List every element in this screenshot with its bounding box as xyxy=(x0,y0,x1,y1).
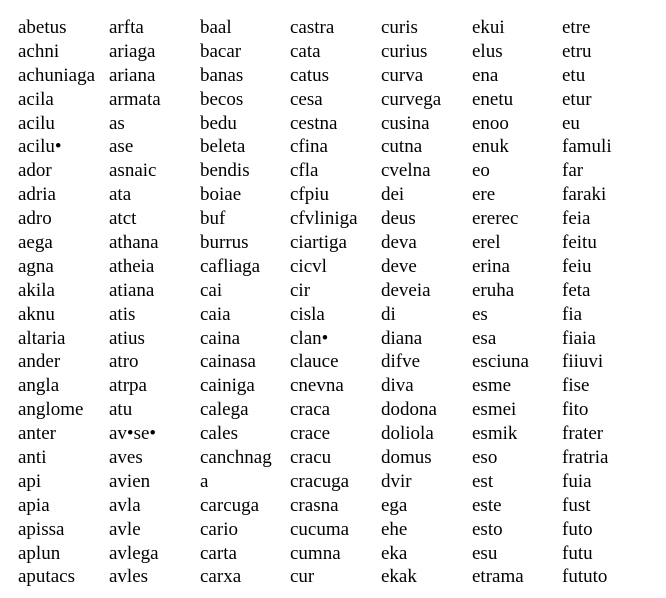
word-cell: es xyxy=(472,303,488,325)
word-cell: caia xyxy=(200,303,231,325)
word-cell: crace xyxy=(290,423,331,445)
word-cell: ariana xyxy=(109,64,156,86)
word-cell: atius xyxy=(109,327,145,349)
word-cell: enoo xyxy=(472,112,509,134)
word-cell: ehe xyxy=(381,518,408,540)
word-cell: aega xyxy=(18,232,53,254)
word-cell: clauce xyxy=(290,351,339,373)
word-cell: etur xyxy=(562,88,592,110)
word-column-7 xyxy=(562,16,642,589)
word-cell: faraki xyxy=(562,184,607,206)
word-cell: carcuga xyxy=(200,494,260,516)
word-cell: canchnag xyxy=(200,447,272,469)
word-cell: cestna xyxy=(290,112,338,134)
word-cell: est xyxy=(472,470,494,492)
word-cell: erina xyxy=(472,255,510,277)
word-cell: avlega xyxy=(109,542,159,564)
word-cell: as xyxy=(109,112,125,134)
word-cell: buf xyxy=(200,208,226,230)
word-cell: atis xyxy=(109,303,136,325)
word-column-1 xyxy=(18,16,109,589)
word-cell: adria xyxy=(18,184,56,206)
word-cell: ekak xyxy=(381,566,417,588)
word-cell: cfina xyxy=(290,136,328,158)
word-cell: boiae xyxy=(200,184,242,206)
word-cell: etu xyxy=(562,64,586,86)
word-cell: esciuna xyxy=(472,351,529,373)
word-cell: av•se• xyxy=(109,423,157,445)
word-cell: cvelna xyxy=(381,160,431,182)
word-cell: becos xyxy=(200,88,244,110)
word-cell: futu xyxy=(562,542,593,564)
word-cell: cario xyxy=(200,518,238,540)
word-cell: cumna xyxy=(290,542,341,564)
word-cell: caina xyxy=(200,327,241,349)
word-cell: cisla xyxy=(290,303,325,325)
word-cell: cracu xyxy=(290,447,332,469)
word-cell: altaria xyxy=(18,327,66,349)
word-cell: banas xyxy=(200,64,244,86)
word-cell: asnaic xyxy=(109,160,157,182)
word-cell: far xyxy=(562,160,584,182)
word-table xyxy=(18,16,642,589)
word-cell: armata xyxy=(109,88,161,110)
word-cell: diana xyxy=(381,327,423,349)
word-cell: adro xyxy=(18,208,52,230)
word-cell: fust xyxy=(562,494,591,516)
word-cell: anter xyxy=(18,423,56,445)
word-cell: cata xyxy=(290,40,321,62)
word-cell: aplun xyxy=(18,542,61,564)
word-cell: feitu xyxy=(562,232,597,254)
word-cell: erel xyxy=(472,232,501,254)
word-cell: ase xyxy=(109,136,134,158)
word-cell: achni xyxy=(18,40,60,62)
word-cell: eruha xyxy=(472,279,515,301)
word-cell: beleta xyxy=(200,136,246,158)
word-cell: apissa xyxy=(18,518,65,540)
word-cell: fia xyxy=(562,303,583,325)
word-cell: fuia xyxy=(562,470,592,492)
word-cell: esmik xyxy=(472,423,518,445)
word-cell: este xyxy=(472,494,502,516)
word-cell: esa xyxy=(472,327,497,349)
word-cell: aputacs xyxy=(18,566,75,588)
word-cell: enetu xyxy=(472,88,514,110)
word-cell: acilu xyxy=(18,112,55,134)
word-cell: athana xyxy=(109,232,159,254)
word-cell: api xyxy=(18,470,42,492)
word-cell: bacar xyxy=(200,40,242,62)
word-cell: akila xyxy=(18,279,55,301)
word-cell: crasna xyxy=(290,494,339,516)
word-cell: avle xyxy=(109,518,141,540)
word-cell: cur xyxy=(290,566,315,588)
word-cell: cucuma xyxy=(290,518,350,540)
word-cell: acila xyxy=(18,88,54,110)
word-column-2 xyxy=(109,16,200,589)
word-cell: famuli xyxy=(562,136,612,158)
word-cell: abetus xyxy=(18,17,67,38)
word-cell: aves xyxy=(109,447,143,469)
word-cell: cnevna xyxy=(290,375,344,397)
word-cell: dodona xyxy=(381,399,437,421)
word-cell: baal xyxy=(200,17,232,38)
word-cell: acilu• xyxy=(18,136,62,158)
word-cell: fise xyxy=(562,375,590,397)
word-cell: ererec xyxy=(472,208,519,230)
word-cell: curis xyxy=(381,17,418,38)
word-cell: atiana xyxy=(109,279,155,301)
word-cell: fito xyxy=(562,399,589,421)
word-cell: feia xyxy=(562,208,591,230)
word-cell: fiaia xyxy=(562,327,596,349)
word-cell: dvir xyxy=(381,470,412,492)
word-cell: atheia xyxy=(109,255,155,277)
word-column-4 xyxy=(290,16,381,589)
word-cell: domus xyxy=(381,447,432,469)
word-cell: avien xyxy=(109,470,151,492)
word-cell: calega xyxy=(200,399,249,421)
word-cell: ador xyxy=(18,160,52,182)
word-cell: ariaga xyxy=(109,40,156,62)
word-cell: etre xyxy=(562,17,591,38)
word-cell: avla xyxy=(109,494,141,516)
word-cell: castra xyxy=(290,17,335,38)
word-cell: cai xyxy=(200,279,223,301)
word-column-3 xyxy=(200,16,290,589)
word-cell: cracuga xyxy=(290,470,350,492)
word-cell: clan• xyxy=(290,327,329,349)
word-cell: futo xyxy=(562,518,593,540)
word-cell: ere xyxy=(472,184,496,206)
word-cell: cfpiu xyxy=(290,184,330,206)
word-cell: agna xyxy=(18,255,54,277)
word-cell: cales xyxy=(200,423,238,445)
word-cell: doliola xyxy=(381,423,434,445)
word-cell: bedu xyxy=(200,112,237,134)
word-cell: curius xyxy=(381,40,428,62)
word-cell: cutna xyxy=(381,136,423,158)
word-cell: esto xyxy=(472,518,503,540)
word-cell: craca xyxy=(290,399,331,421)
word-cell: cfvliniga xyxy=(290,208,358,230)
word-cell: eu xyxy=(562,112,580,134)
word-cell: eso xyxy=(472,447,498,469)
word-cell: deva xyxy=(381,232,417,254)
word-cell: catus xyxy=(290,64,330,86)
word-cell: cainasa xyxy=(200,351,256,373)
word-column-5 xyxy=(381,16,472,589)
word-cell: cesa xyxy=(290,88,323,110)
word-cell: atu xyxy=(109,399,133,421)
word-cell: di xyxy=(381,303,396,325)
word-cell: esme xyxy=(472,375,512,397)
word-cell: esu xyxy=(472,542,498,564)
word-cell: aknu xyxy=(18,303,55,325)
word-cell: ena xyxy=(472,64,499,86)
word-cell: bendis xyxy=(200,160,250,182)
word-cell: deve xyxy=(381,255,417,277)
word-cell: elus xyxy=(472,40,503,62)
word-cell: angla xyxy=(18,375,60,397)
word-cell: fiiuvi xyxy=(562,351,604,373)
word-cell: esmei xyxy=(472,399,517,421)
word-cell: feiu xyxy=(562,255,592,277)
word-cell: avles xyxy=(109,566,149,588)
word-cell: frater xyxy=(562,423,604,445)
word-cell: burrus xyxy=(200,232,249,254)
word-cell: curvega xyxy=(381,88,442,110)
word-cell: anglome xyxy=(18,399,84,421)
word-cell: ekui xyxy=(472,17,505,38)
word-cell: curva xyxy=(381,64,424,86)
word-cell: arfta xyxy=(109,17,144,38)
word-cell: apia xyxy=(18,494,50,516)
word-cell: cir xyxy=(290,279,311,301)
word-cell: etrama xyxy=(472,566,524,588)
word-cell: atrpa xyxy=(109,375,147,397)
word-cell: carta xyxy=(200,542,237,564)
word-cell: diva xyxy=(381,375,414,397)
word-cell: enuk xyxy=(472,136,509,158)
word-cell: cfla xyxy=(290,160,319,182)
word-cell: feta xyxy=(562,279,591,301)
word-cell: deus xyxy=(381,208,416,230)
word-cell: deveia xyxy=(381,279,431,301)
word-cell: ega xyxy=(381,494,408,516)
word-cell: dei xyxy=(381,184,405,206)
word-cell: cicvl xyxy=(290,255,327,277)
word-cell: fututo xyxy=(562,566,608,588)
word-cell: ander xyxy=(18,351,61,373)
word-cell: cainiga xyxy=(200,375,255,397)
word-cell: atro xyxy=(109,351,139,373)
word-cell: ata xyxy=(109,184,132,206)
word-cell: difve xyxy=(381,351,421,373)
word-cell: achuniaga xyxy=(18,64,96,86)
word-cell: carxa xyxy=(200,566,242,588)
word-column-6 xyxy=(472,16,562,589)
word-cell: eka xyxy=(381,542,408,564)
word-cell: eo xyxy=(472,160,490,182)
word-cell: fratria xyxy=(562,447,609,469)
word-cell: a xyxy=(200,470,209,492)
word-cell: anti xyxy=(18,447,47,469)
word-cell: cafliaga xyxy=(200,255,261,277)
word-cell: etru xyxy=(562,40,592,62)
word-cell: atct xyxy=(109,208,137,230)
word-cell: cusina xyxy=(381,112,430,134)
word-cell: ciartiga xyxy=(290,232,347,254)
